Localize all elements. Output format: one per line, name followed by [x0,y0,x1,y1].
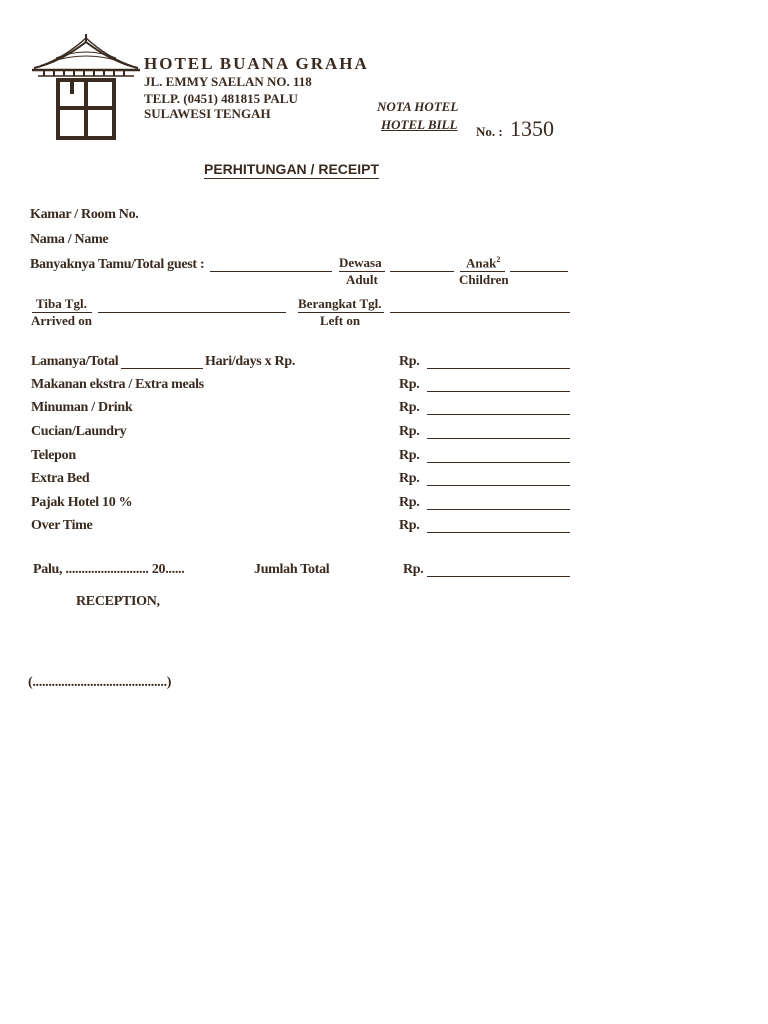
rp-label: Rp. [399,424,420,439]
total-amount-field[interactable] [427,576,570,577]
lamanya-amount-field[interactable] [427,368,570,369]
telepon-amount-field[interactable] [427,462,570,463]
adult-label: Adult [346,272,378,287]
jumlah-total-label: Jumlah Total [254,562,330,577]
berangkat-label: Berangkat Tgl. [298,296,382,311]
adult-field[interactable] [390,271,454,272]
place-date: Palu, .......................... 20...... [33,562,185,577]
rp-label: Rp. [399,354,420,369]
hari-label: Hari/days x Rp. [205,354,296,369]
pajak-label: Pajak Hotel 10 % [31,495,133,510]
tiba-label: Tiba Tgl. [36,296,87,311]
drink-label: Minuman / Drink [31,400,133,415]
window-icon [58,80,114,138]
bill-number-value: 1350 [510,116,554,141]
receipt-title: PERHITUNGAN / RECEIPT [204,161,380,177]
arrived-on-label: Arrived on [31,313,93,328]
reception-label: RECEPTION, [76,594,160,609]
extra-meals-label: Makanan ekstra / Extra meals [31,377,204,392]
lamanya-label: Lamanya/Total [31,354,119,369]
rp-label: Rp. [399,448,420,463]
name-label: Nama / Name [30,232,109,247]
bill-number-label: No. : [476,124,503,139]
drink-amount-field[interactable] [427,414,570,415]
anak-superscript: 2 [496,255,501,264]
total-rp-label: Rp. [403,562,424,577]
rp-label: Rp. [399,518,420,533]
laundry-label: Cucian/Laundry [31,424,127,439]
total-guest-field[interactable] [210,271,332,272]
extra-meals-amount-field[interactable] [427,391,570,392]
hotel-name: HOTEL BUANA GRAHA [144,54,369,73]
rp-label: Rp. [399,377,420,392]
signature-line[interactable]: (..........................................) [28,675,172,690]
rp-label: Rp. [399,400,420,415]
extra-bed-label: Extra Bed [31,471,90,486]
dewasa-label: Dewasa [339,255,382,270]
address-province: SULAWESI TENGAH [144,106,271,121]
lamanya-days-field[interactable] [121,368,203,369]
over-time-label: Over Time [31,518,93,533]
children-label: Children [459,272,509,287]
over-time-amount-field[interactable] [427,532,570,533]
roof-icon [32,34,140,76]
rp-label: Rp. [399,471,420,486]
arrived-on-field[interactable] [98,312,286,313]
left-on-label: Left on [320,313,361,328]
anak-label: Anak$^2$ [466,255,501,271]
hotel-logo [30,32,142,142]
address-phone: TELP. (0451) 481815 PALU [144,91,298,106]
address-street: JL. EMMY SAELAN NO. 118 [144,74,312,89]
pajak-amount-field[interactable] [427,509,570,510]
children-field[interactable] [510,271,568,272]
extra-bed-amount-field[interactable] [427,485,570,486]
nota-hotel-label: NOTA HOTEL [377,99,459,114]
room-no-label: Kamar / Room No. [30,207,139,222]
hotel-bill-label: HOTEL BILL [381,117,458,132]
rp-label: Rp. [399,495,420,510]
left-on-field[interactable] [390,312,570,313]
total-guest-label: Banyaknya Tamu/Total guest : [30,257,205,272]
laundry-amount-field[interactable] [427,438,570,439]
telepon-label: Telepon [31,448,76,463]
